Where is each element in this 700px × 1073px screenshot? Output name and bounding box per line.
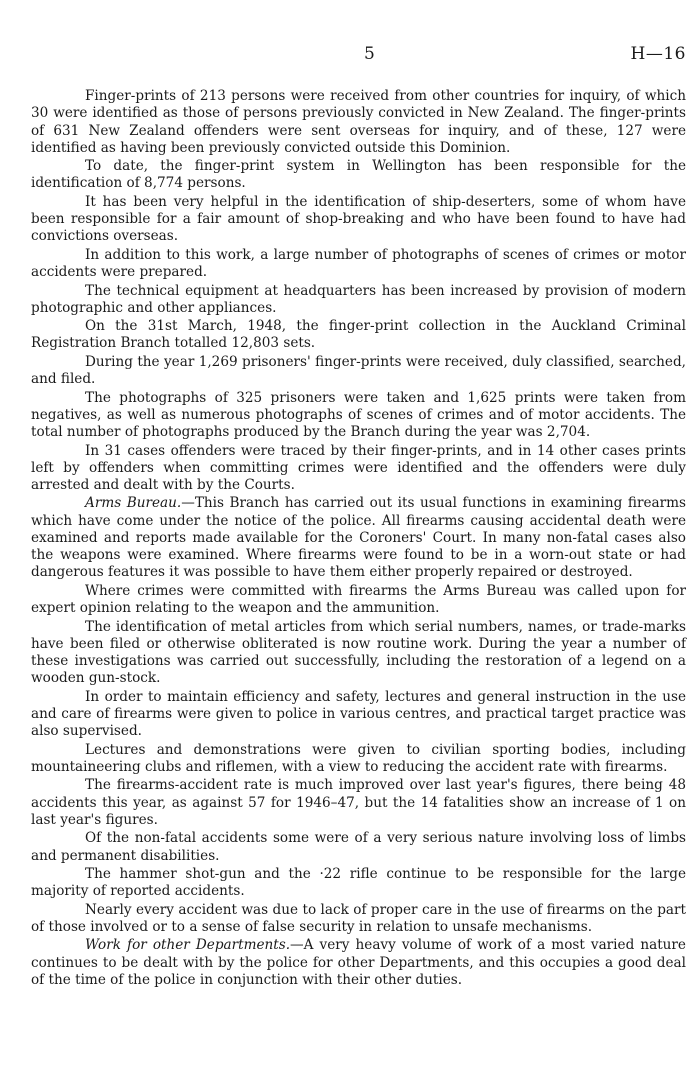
paragraph [31, 390, 686, 442]
paragraph [31, 619, 686, 688]
paragraph-text: It has been very helpful in the identification of ship-deserters, some of whom have been responsible for a fair amount of shop-breaking and who have been found to have had convictions overseas. [31, 193, 686, 245]
paragraph-text: Nearly every accident was due to lack of proper care in the use of firearms on the part of those involved or to a sense of false security in relation to unsafe mechanisms. [31, 901, 686, 935]
paragraph [31, 777, 686, 829]
paragraph [31, 583, 686, 618]
page-number: 5 [364, 44, 376, 64]
paragraph-text: Finger-prints of 213 persons were received from other countries for inquiry, of which 30 were identified as those of persons previously convicted in New Zealand. The finger-prints of 631 New Zealand offenders were sent overseas for inquiry, and of these, 127 were identified as having been previously convicted outside this Dominion. [31, 88, 686, 156]
section-heading-arms-bureau: Arms Bureau. [85, 495, 182, 512]
page-header [0, 44, 700, 66]
paragraph [31, 689, 686, 741]
paragraph-text: Of the non-fatal accidents some were of a very serious nature involving loss of limbs and permanent disabilities. [31, 830, 686, 864]
paragraph-text: Lectures and demonstrations were given to civilian sporting bodies, including mountaineering clubs and riflemen, with a view to reducing the accident rate with firearms. [31, 741, 686, 775]
paragraph-text: The identification of metal articles from which serial numbers, names, or trade-marks have been filed or otherwise obliterated is now routine work. During the year a number of these investigations was carried out successfully, including the restoration of a legend on a wooden gun-stock. [31, 618, 686, 687]
paragraph-arms-bureau [31, 495, 686, 581]
paragraph [31, 88, 686, 157]
paragraph-text: To date, the finger-print system in Wellington has been responsible for the identification of 8,774 persons. [31, 158, 686, 192]
paragraph-text: The technical equipment at headquarters has been increased by provision of modern photographic and other appliances. [31, 282, 686, 316]
paragraph-text: —This Branch has carried out its usual functions in examining firearms which have come under the notice of the police. All firearms causing accidental death were examined and reports made available for the Coroners' Court. In many non-fatal cases also the weapons were examined. Where firearms were found to be in a worn-out state or had dangerous features it was possible to have them either properly repaired or destroyed. [31, 495, 686, 581]
paragraph [31, 742, 686, 777]
document-reference: H—16 [630, 44, 686, 64]
paragraph-other-departments [31, 937, 686, 989]
paragraph-text: Where crimes were committed with firearms the Arms Bureau was called upon for expert opinion relating to the weapon and the ammunition. [31, 582, 686, 617]
paragraph-text: In 31 cases offenders were traced by their finger-prints, and in 14 other cases prints left by offenders when committing crimes were identified and the offenders were duly arrested and dealt with by the Courts. [31, 442, 686, 493]
paragraph [31, 830, 686, 865]
paragraph-text: In addition to this work, a large number of photographs of scenes of crimes or motor accidents were prepared. [31, 246, 686, 281]
paragraph-text: In order to maintain efficiency and safety, lectures and general instruction in the use and care of firearms were given to police in various centres, and practical target practice was also supervised. [31, 688, 686, 740]
body-text [31, 88, 686, 990]
paragraph-text: The firearms-accident rate is much improved over last year's figures, there being 48 accidents this year, as against 57 for 1946–47, but the 14 fatalities show an increase of 1 on last year's figures. [31, 777, 686, 828]
paragraph-text: —A very heavy volume of work of a most varied nature continues to be dealt with by the police for other Departments, and this occupies a good deal of the time of the police in conjunction with their other duties. [31, 937, 686, 988]
paragraph [31, 158, 686, 193]
section-heading-other-departments: Work for other Departments. [85, 937, 291, 954]
paragraph [31, 318, 686, 353]
paragraph [31, 247, 686, 282]
paragraph-text: The photographs of 325 prisoners were taken and 1,625 prints were taken from negatives, as well as numerous photographs of scenes of crimes and of motor accidents. The total number of photographs produced by the Branch during the year was 2,704. [31, 389, 686, 441]
paragraph-text: During the year 1,269 prisoners' finger-prints were received, duly classified, searched, and filed. [31, 353, 686, 388]
paragraph [31, 354, 686, 389]
paragraph [31, 866, 686, 901]
paragraph [31, 902, 686, 937]
paragraph [31, 283, 686, 318]
paragraph-text: The hammer shot-gun and the ·22 rifle continue to be responsible for the large majority of reported accidents. [31, 866, 686, 900]
paragraph [31, 443, 686, 495]
paragraph-text: On the 31st March, 1948, the finger-print collection in the Auckland Criminal Registration Branch totalled 12,803 sets. [31, 318, 686, 352]
paragraph [31, 194, 686, 246]
